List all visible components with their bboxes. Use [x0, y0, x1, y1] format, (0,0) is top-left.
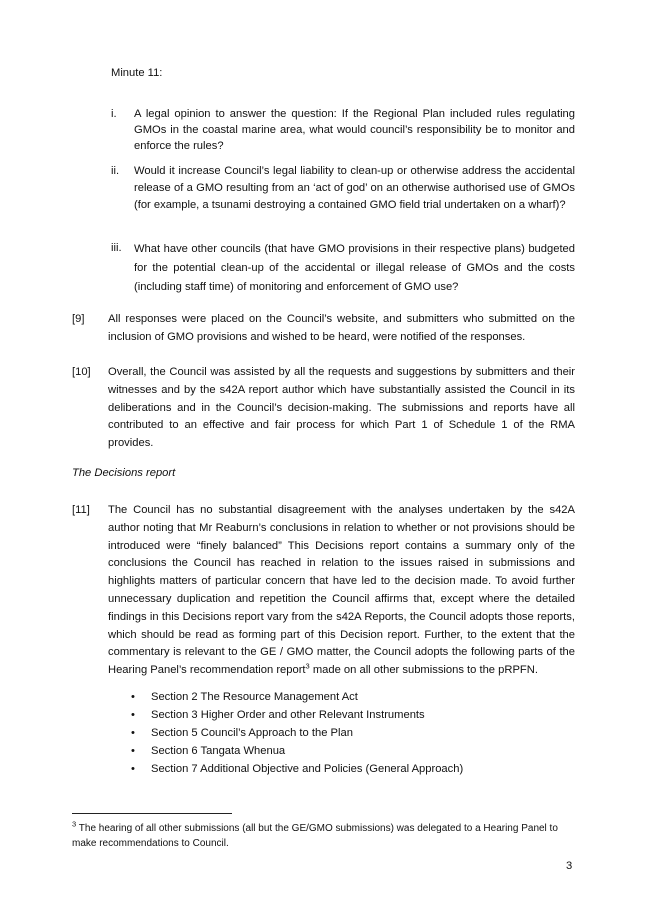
- bullet-icon: •: [131, 691, 135, 703]
- paragraph-tail: made on all other submissions to the pRPFN.: [309, 664, 538, 677]
- paragraph-text: Overall, the Council was assisted by all the requests and suggestions by submitters and their witnesses and by the s42A report author which have substantially assisted the Council in its deliberations and in the Council’s decision-making. The submissions and reports have all contributed to an effective and fair process for which Part 1 of Schedule 1 of the RMA provides.: [108, 366, 575, 450]
- paragraph-text: All responses were placed on the Council’s website, and submitters who submitted on the inclusion of GMO provisions and wished to be heard, were notified of the responses.: [108, 313, 575, 343]
- question-text: What have other councils (that have GMO provisions in their respective plans) budgeted for the potential clean-up of the accidental or illegal release of GMOs and the costs (including staff time) of monitoring and enforcement of GMO use?: [134, 243, 575, 293]
- paragraph-number: [11]: [72, 504, 90, 516]
- footnote-text: The hearing of all other submissions (all but the GE/GMO submissions) was delegated to a Hearing Panel to make recommendations to Council.: [72, 823, 558, 849]
- bullet-icon: •: [131, 763, 135, 775]
- footnote-divider: [72, 813, 232, 814]
- list-item: • Section 6 Tangata Whenua: [131, 742, 463, 760]
- question-number: i.: [111, 108, 117, 120]
- question-number: ii.: [111, 165, 120, 177]
- section-list: [131, 688, 463, 778]
- bullet-icon: •: [131, 709, 135, 721]
- question-text: Would it increase Council’s legal liability to clean-up or otherwise address the accidental release of a GMO resulting from an ‘act of god’ on an otherwise authorised use of GMOs (for example, a tsunami destroying a contained GMO field trial undertaken on a wharf)?: [134, 165, 575, 211]
- question-text: A legal opinion to answer the question: If the Regional Plan included rules regulating GMOs in the coastal marine area, what would council’s responsibility be to monitor and enforce the rules?: [134, 108, 575, 152]
- list-item: • Section 5 Council’s Approach to the Plan: [131, 724, 463, 742]
- page-number: 3: [566, 860, 573, 872]
- bullet-icon: •: [131, 745, 135, 757]
- section-heading: The Decisions report: [72, 467, 176, 479]
- list-item: • Section 3 Higher Order and other Relevant Instruments: [131, 706, 463, 724]
- footnote: [72, 821, 572, 851]
- footnote-reference[interactable]: 3: [305, 661, 310, 671]
- question-number: iii.: [111, 242, 122, 254]
- list-item: • Section 2 The Resource Management Act: [131, 688, 463, 706]
- paragraph-number: [10]: [72, 366, 91, 378]
- paragraph-number: [9]: [72, 313, 85, 325]
- footnote-mark: 3: [72, 819, 77, 829]
- bullet-icon: •: [131, 727, 135, 739]
- list-item: • Section 7 Additional Objective and Policies (General Approach): [131, 760, 463, 778]
- paragraph-body: The Council has no substantial disagreement with the analyses undertaken by the s42A author noting that Mr Reaburn’s conclusions in relation to whether or not provisions should be introduced were “finely balanced” This Decisions report contains a summary only of the conclusions the Council has reached in relation to the issues raised in submissions and highlights matters of particular concern that have led to the decision made. To avoid further unnecessary duplication and repetition the Council affirms that, except where the detailed findings in this Decisions report vary from the s42A Reports, the Council adopts those reports, which should be read as forming part of this Decision report. Further, to the extent that the commentary is relevant to the GE / GMO matter, the Council adopts the following parts of the Hearing Panel’s recommendation report: [108, 504, 575, 677]
- paragraph-text: [108, 502, 575, 680]
- minute-label: Minute 11:: [111, 67, 163, 79]
